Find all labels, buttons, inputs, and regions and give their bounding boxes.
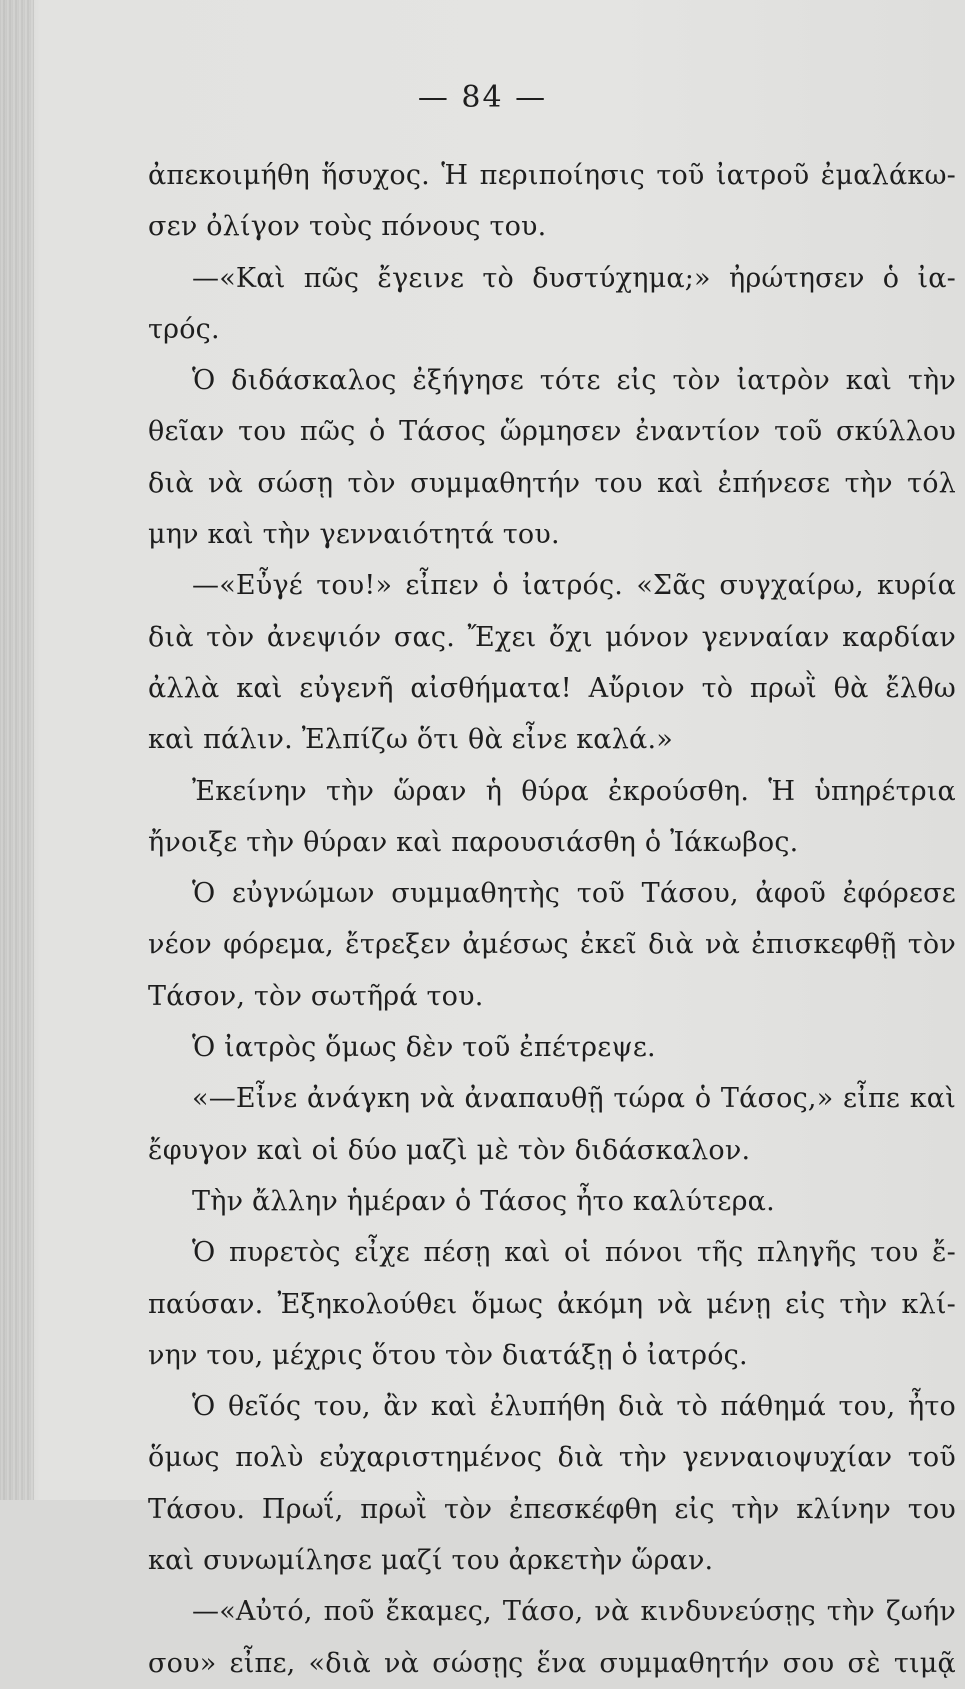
text-line: —«Αὐτό, ποῦ ἔκαμες, Τάσο, νὰ κινδυνεύσῃς τὴν ζωήν (192, 1596, 956, 1628)
text-line: Ἐκείνην τὴν ὥραν ἡ θύρα ἐκρούσθη. Ἡ ὑπηρέτρια (192, 775, 956, 807)
text-line: μην καὶ τὴν γενναιότητά του. (148, 519, 560, 551)
text-line: διὰ τὸν ἀνεψιόν σας. Ἔχει ὄχι μόνον γενναίαν καρδίαν (148, 621, 956, 653)
text-line: ἀλλὰ καὶ εὐγενῆ αἰσθήματα! Αὔριον τὸ πρωῒ θὰ ἔλθω (148, 672, 956, 704)
text-line: ἀπεκοιμήθη ἥσυχος. Ἡ περιποίησις τοῦ ἰατροῦ ἐμαλάκω- (148, 160, 956, 191)
text-line: νην του, μέχρις ὅτου τὸν διατάξῃ ὁ ἰατρός. (148, 1339, 748, 1371)
text-line: ἔφυγον καὶ οἱ δύο μαζὶ μὲ τὸν διδάσκαλον. (148, 1134, 751, 1166)
text-line: ὅμως πολὺ εὐχαριστημένος διὰ τὴν γενναιοψυχίαν τοῦ (148, 1442, 956, 1474)
text-line: Τὴν ἄλλην ἡμέραν ὁ Τάσος ἦτο καλύτερα. (192, 1185, 775, 1217)
text-line: Ὁ ἰατρὸς ὅμως δὲν τοῦ ἐπέτρεψε. (192, 1032, 656, 1064)
text-line: καὶ πάλιν. Ἐλπίζω ὅτι θὰ εἶνε καλά.» (148, 724, 673, 756)
text-line: παύσαν. Ἐξηκολούθει ὅμως ἀκόμη νὰ μένῃ εἰς τὴν κλί- (148, 1288, 956, 1320)
text-line: σου» εἶπε, «διὰ νὰ σώσῃς ἕνα συμμαθητήν σου σὲ τιμᾷ (148, 1647, 956, 1679)
text-line: τρός. (148, 313, 220, 345)
page-number: — 84 — (417, 80, 548, 115)
text-line: Τάσου. Πρωΐ, πρωῒ τὸν ἐπεσκέφθη εἰς τὴν κλίνην του (148, 1493, 956, 1525)
body-text (148, 150, 956, 1689)
text-line: ἤνοιξε τὴν θύραν καὶ παρουσιάσθη ὁ Ἰάκωβος. (148, 826, 799, 858)
text-line: Τάσον, τὸν σωτῆρά του. (148, 980, 484, 1012)
text-line: νέον φόρεμα, ἔτρεξεν ἀμέσως ἐκεῖ διὰ νὰ ἐπισκεφθῇ τὸν (148, 929, 956, 961)
text-line: καὶ συνωμίλησε μαζί του ἀρκετὴν ὥραν. (148, 1545, 714, 1577)
book-binding-edge (0, 0, 34, 1500)
text-line: σεν ὀλίγον τοὺς πόνους του. (148, 211, 547, 243)
text-line: Ὁ θεῖός του, ἂν καὶ ἐλυπήθη διὰ τὸ πάθημά του, ἦτο (192, 1391, 956, 1423)
text-line: —«Καὶ πῶς ἔγεινε τὸ δυστύχημα;» ἠρώτησεν ὁ ἰα- (192, 262, 956, 294)
text-line: θεῖαν του πῶς ὁ Τάσος ὥρμησεν ἐναντίον τοῦ σκύλλου (148, 416, 956, 448)
text-line: Ὁ διδάσκαλος ἐξήγησε τότε εἰς τὸν ἰατρὸν καὶ τὴν (192, 365, 956, 397)
text-line: «—Εἶνε ἀνάγκη νὰ ἀναπαυθῇ τώρα ὁ Τάσος,» εἶπε καὶ (192, 1083, 956, 1115)
text-line: διὰ νὰ σώσῃ τὸν συμμαθητήν του καὶ ἐπήνεσε τὴν τόλ (148, 467, 956, 499)
text-line: Ὁ πυρετὸς εἶχε πέσῃ καὶ οἱ πόνοι τῆς πληγῆς του ἔ- (192, 1237, 956, 1269)
text-line: Ὁ εὐγνώμων συμμαθητὴς τοῦ Τάσου, ἀφοῦ ἐφόρεσε (192, 878, 956, 910)
text-line: —«Εὖγέ του!» εἶπεν ὁ ἰατρός. «Σᾶς συγχαίρω, κυρία (192, 570, 956, 602)
